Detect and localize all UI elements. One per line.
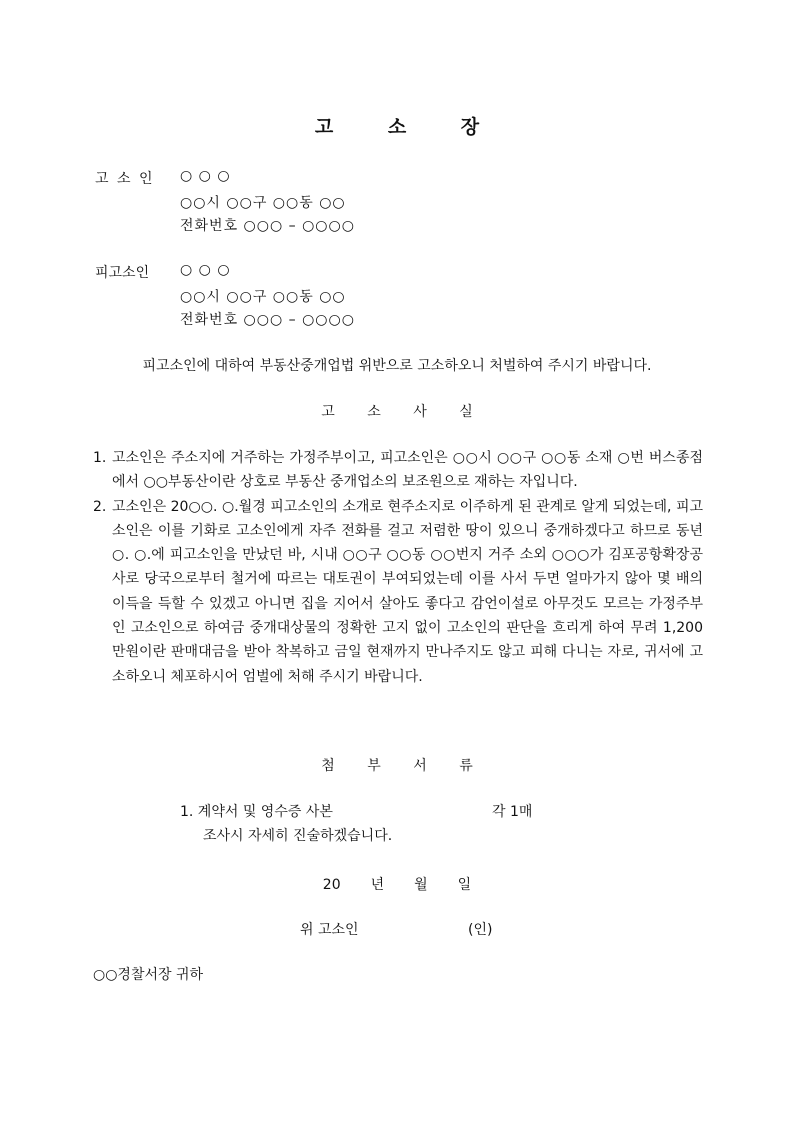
signer-label: 위 고소인: [300, 922, 359, 938]
date-year: 20: [322, 877, 341, 893]
defendant-label: 피고소인: [95, 265, 150, 281]
facts-list: [93, 446, 703, 689]
fact-text: 고소인은 주소지에 거주하는 가정주부이고, 피고소인은 ○○시 ○○구 ○○동 소재 ○번 버스종점에서 ○○부동산이란 상호로 부동산 중개업소의 보조원으로 재하는 자입니다.: [112, 450, 703, 491]
date-line: [0, 874, 794, 894]
fact-number: 1.: [93, 450, 107, 466]
date-day-unit: 일: [457, 877, 472, 893]
attachments-heading: 첨 부 서 류: [321, 758, 487, 774]
date-year-unit: 년: [370, 877, 385, 893]
fact-number: 2.: [93, 498, 107, 515]
defendant-phone: 전화번호 ○○○ – ○○○○: [180, 312, 355, 328]
complainant-label: 고 소 인: [95, 171, 155, 187]
fact-text: 고소인은 20○○. ○.월경 피고소인의 소개로 현주소지로 이주하게 된 관계로 알게 되었는데, 피고소인은 이를 기화로 고소인에게 자주 전화를 걸고 저렴한 땅이 있으니 중개하겠다고 하므로 동년 ○. ○.에 피고소인을 만났던 바, 시내 ○○구 ○○동 ○○번지 거주 소외 ○○○가 김포공항확장공사로 당국으로부터 철거에 따르는 대토권이 부여되었는데 이를 사서 두면 얼마가지 않아 몇 배의 이득을 득할 수 있겠고 아니면 집을 지어서 살아도 좋다고 감언이설로 아무것도 모르는 가정주부인 고소인으로 하여금 중개대상물의 정확한 고지 없이 고소인의 판단을 흐리게 하여 무려 1,200만원이란 판매대금을 받아 착복하고 금일 현재까지 만나주지도 않고 피해 다니는 자로, 귀서에 고소하오니 체포하시어 엄벌에 처해 주시기 바랍니다.: [112, 498, 703, 685]
attachment-item-name: 1. 계약서 및 영수증 사본: [180, 804, 333, 820]
complainant-name: ○ ○ ○: [180, 168, 231, 184]
facts-heading: 고 소 사 실: [321, 404, 487, 420]
attachment-item-quantity: 각 1매: [492, 804, 533, 820]
complainant-address: ○○시 ○○구 ○○동 ○○: [180, 195, 346, 211]
signer-seal: (인): [468, 922, 493, 938]
fact-item: [93, 446, 703, 495]
fact-item: [93, 495, 703, 689]
defendant-name: ○ ○ ○: [180, 262, 231, 278]
attachment-note: 조사시 자세히 진술하겠습니다.: [203, 828, 393, 844]
defendant-address: ○○시 ○○구 ○○동 ○○: [180, 289, 346, 305]
intro-statement: 피고소인에 대하여 부동산중개업법 위반으로 고소하오니 처벌하여 주시기 바랍니다.: [142, 358, 652, 374]
recipient: ○○경찰서장 귀하: [93, 967, 204, 983]
document-title: 고 소 장: [314, 116, 504, 138]
date-month-unit: 월: [414, 877, 428, 893]
complainant-phone: 전화번호 ○○○ – ○○○○: [180, 218, 355, 234]
